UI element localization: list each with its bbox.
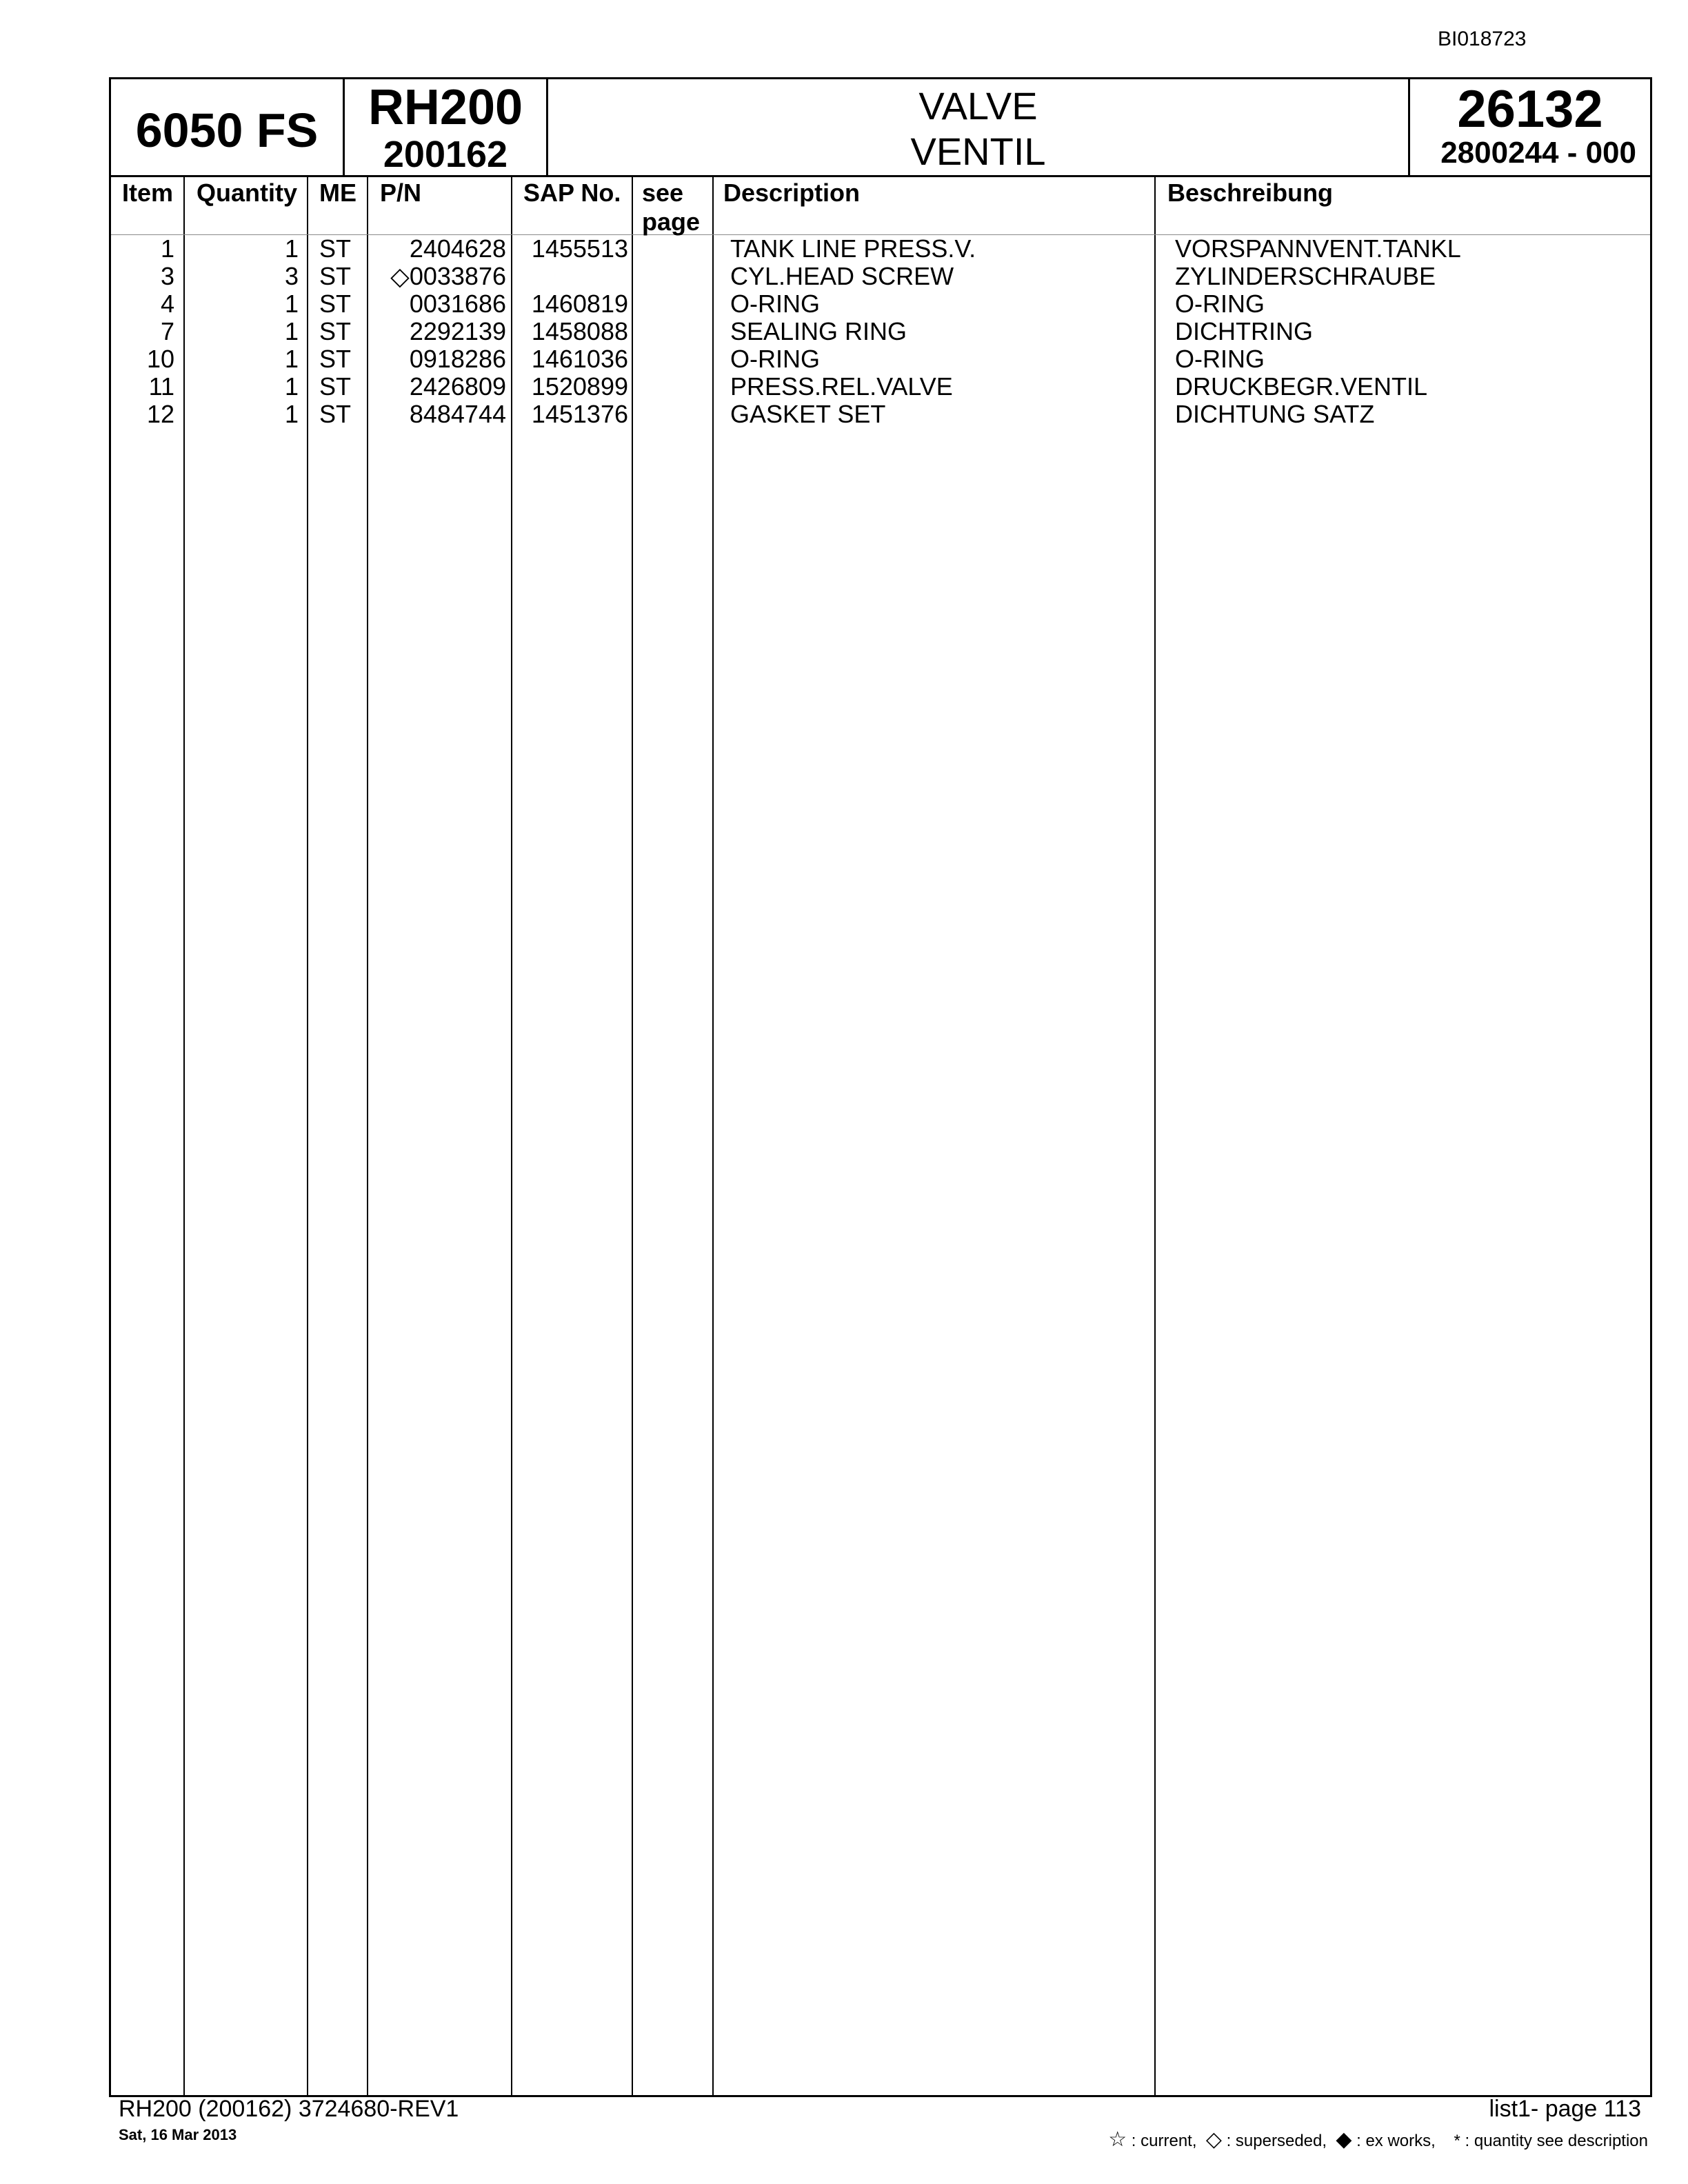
footer-document-reference: RH200 (200162) 3724680-REV1 (119, 2096, 459, 2122)
item-cell: 10 (146, 345, 174, 373)
column-divider (712, 177, 714, 2095)
unit-cell: ST (319, 262, 352, 290)
sap-number-cell: 1451376 (531, 400, 628, 428)
column-header-sap: SAP No. (523, 179, 621, 207)
part-number-cell: ◇0033876 (390, 262, 506, 290)
column-divider (307, 177, 308, 2095)
column-header-me: ME (319, 179, 356, 207)
quantity-cell: 1 (284, 400, 299, 428)
part-number-cell: 2404628 (409, 234, 506, 263)
column-divider (1154, 177, 1156, 2095)
column-divider (511, 177, 512, 2095)
item-cell: 3 (160, 262, 174, 290)
table-row (111, 345, 1650, 373)
column-header-beschreibung: Beschreibung (1167, 179, 1334, 207)
item-cell: 7 (160, 317, 174, 345)
column-divider (367, 177, 368, 2095)
quantity-cell: 3 (284, 262, 299, 290)
unit-cell: ST (319, 372, 352, 401)
symbol-legend (1108, 2127, 1648, 2152)
part-number-cell: 2292139 (409, 317, 506, 345)
legend-current: : current, (1131, 2132, 1197, 2150)
footer-date: Sat, 16 Mar 2013 (119, 2126, 237, 2143)
group-cell (1410, 79, 1650, 175)
sap-number-cell: 1455513 (531, 234, 628, 263)
quantity-cell: 1 (284, 290, 299, 318)
drawing-number: 2800244 - 000 (1440, 136, 1636, 170)
sap-number-cell: 1461036 (531, 345, 628, 373)
quantity-cell: 1 (284, 317, 299, 345)
parts-list-frame (109, 77, 1652, 2097)
sap-number-cell: 1460819 (531, 290, 628, 318)
description-cell: GASKET SET (730, 400, 886, 428)
star-outline-icon: ☆ (1108, 2128, 1127, 2151)
part-number-cell: 0918286 (409, 345, 506, 373)
item-cell: 12 (146, 400, 174, 428)
description-cell: SEALING RING (730, 317, 907, 345)
description-cell: CYL.HEAD SCREW (730, 262, 954, 290)
table-row (111, 373, 1650, 401)
group-number: 26132 (1457, 80, 1603, 139)
legend-superseded: : superseded, (1226, 2132, 1327, 2150)
document-id: BI018723 (1438, 28, 1527, 50)
title-english: VALVE (918, 84, 1038, 128)
legend-ex-works: : ex works, (1356, 2132, 1436, 2150)
table-row (111, 318, 1650, 345)
beschreibung-cell: DICHTUNG SATZ (1175, 400, 1375, 428)
item-cell: 1 (160, 234, 174, 263)
serial-number: 200162 (383, 134, 508, 175)
column-header-pn: P/N (380, 179, 422, 207)
unit-cell: ST (319, 317, 352, 345)
beschreibung-cell: VORSPANNVENT.TANKL (1175, 234, 1461, 263)
table-row (111, 263, 1650, 290)
description-cell: TANK LINE PRESS.V. (730, 234, 976, 263)
quantity-cell: 1 (284, 234, 299, 263)
unit-cell: ST (319, 345, 352, 373)
legend-quantity-note: * : quantity see description (1454, 2132, 1648, 2150)
column-divider (183, 177, 185, 2095)
title-german: VENTIL (910, 130, 1046, 173)
footer-page-number: list1- page 113 (1489, 2096, 1641, 2122)
quantity-cell: 1 (284, 372, 299, 401)
header-band (111, 79, 1650, 177)
part-number-cell: 0031686 (409, 290, 506, 318)
column-header-page: page (642, 208, 701, 236)
part-number-cell: 2426809 (409, 372, 506, 401)
machine-label: RH200 (368, 80, 523, 135)
description-cell: O-RING (730, 345, 820, 373)
sap-number-cell: 1458088 (531, 317, 628, 345)
diamond-outline-icon: ◇ (1205, 2128, 1222, 2151)
model-cell (111, 79, 345, 175)
unit-cell: ST (319, 290, 352, 318)
diamond-filled-icon: ◆ (1336, 2128, 1352, 2151)
beschreibung-cell: DRUCKBEGR.VENTIL (1175, 372, 1428, 401)
column-header-see: see (642, 179, 684, 207)
beschreibung-cell: ZYLINDERSCHRAUBE (1175, 262, 1436, 290)
description-cell: PRESS.REL.VALVE (730, 372, 953, 401)
model-label: 6050 FS (135, 103, 319, 157)
table-row (111, 290, 1650, 318)
table-row (111, 401, 1650, 428)
machine-cell (345, 79, 548, 175)
beschreibung-cell: DICHTRING (1175, 317, 1313, 345)
sap-number-cell: 1520899 (531, 372, 628, 401)
description-cell: O-RING (730, 290, 820, 318)
column-header-description: Description (723, 179, 861, 207)
beschreibung-cell: O-RING (1175, 345, 1265, 373)
column-header-item: Item (122, 179, 174, 207)
unit-cell: ST (319, 234, 352, 263)
unit-cell: ST (319, 400, 352, 428)
item-cell: 11 (148, 372, 174, 401)
beschreibung-cell: O-RING (1175, 290, 1265, 318)
column-divider (632, 177, 633, 2095)
title-cell (548, 79, 1410, 175)
item-cell: 4 (160, 290, 174, 318)
part-number-cell: 8484744 (409, 400, 506, 428)
table-row (111, 235, 1650, 263)
quantity-cell: 1 (284, 345, 299, 373)
column-header-quantity: Quantity (197, 179, 298, 207)
